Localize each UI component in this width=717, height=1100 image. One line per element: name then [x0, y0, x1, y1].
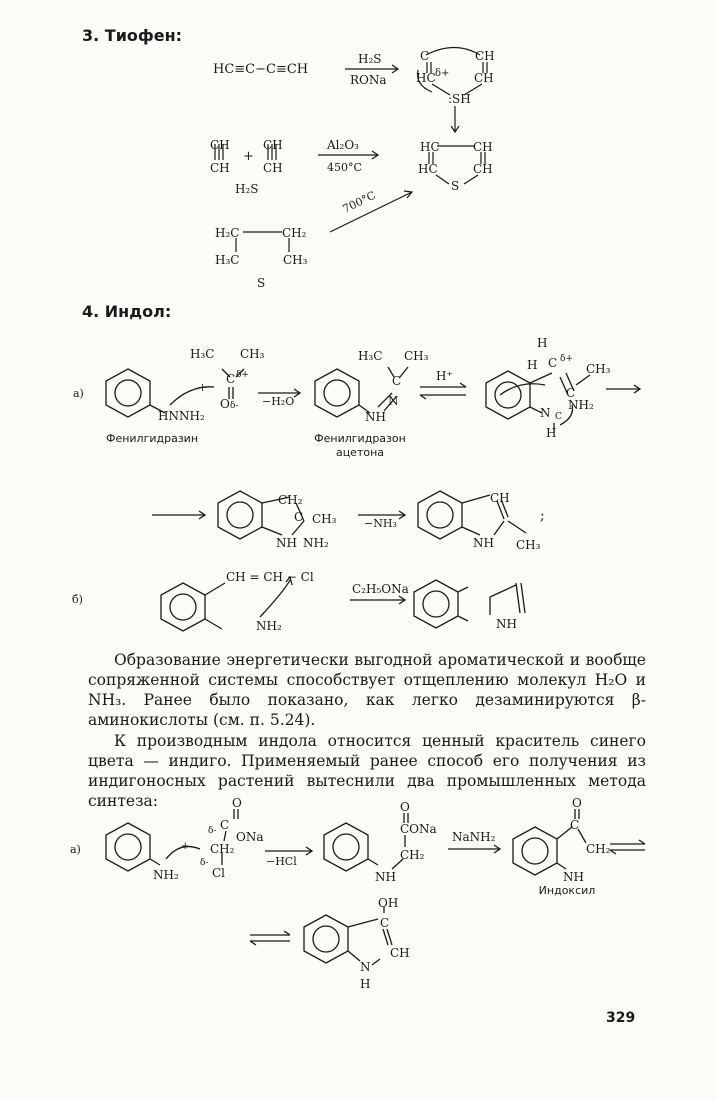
svg-text:CH₃: CH₃	[240, 347, 265, 361]
svg-text:HC: HC	[416, 71, 436, 85]
indigo-reagent: NaNH₂	[452, 830, 496, 844]
svg-text:C: C	[570, 818, 580, 832]
svg-text:Cl: Cl	[212, 866, 226, 880]
svg-text:C: C	[392, 374, 402, 388]
svg-text:NH₂: NH₂	[303, 536, 329, 550]
svg-text:NH: NH	[473, 536, 494, 550]
svg-text:450°C: 450°C	[327, 161, 362, 174]
section-heading-thiophene: 3. Тиофен:	[82, 26, 183, 45]
svg-text:CH: CH	[473, 140, 493, 154]
svg-text:CH: CH	[490, 491, 510, 505]
svg-text:δ-: δ-	[208, 826, 217, 836]
svg-text:+: +	[198, 381, 208, 394]
svg-text:+: +	[243, 149, 254, 164]
svg-text:NH₂: NH₂	[153, 868, 179, 882]
svg-text:δ-: δ-	[200, 858, 209, 868]
caption-indoxyl: Индоксил	[538, 884, 596, 897]
svg-text:HC≡C−C≡CH: HC≡C−C≡CH	[213, 62, 309, 77]
svg-text:O: O	[400, 800, 410, 814]
svg-text:CH: CH	[263, 161, 283, 175]
svg-text:RONa: RONa	[350, 73, 387, 87]
svg-text:H₂S: H₂S	[235, 182, 259, 196]
svg-text:H₃C: H₃C	[190, 347, 215, 361]
svg-text:O: O	[232, 796, 242, 810]
svg-text:NH: NH	[365, 410, 386, 424]
svg-text:CH₃: CH₃	[516, 538, 541, 552]
svg-text:ONa: ONa	[236, 830, 264, 844]
svg-text:O: O	[220, 397, 230, 411]
svg-text:CH₃: CH₃	[586, 362, 611, 376]
svg-text:H₃C: H₃C	[215, 253, 240, 267]
svg-text:C: C	[420, 49, 430, 63]
svg-text:C: C	[226, 372, 236, 386]
svg-text:CH₃: CH₃	[283, 253, 308, 267]
svg-text:C: C	[294, 510, 304, 524]
svg-text:N: N	[388, 394, 399, 408]
svg-text:700°C: 700°C	[340, 188, 378, 216]
svg-text:H₂C: H₂C	[215, 226, 240, 240]
svg-text:NH₂: NH₂	[256, 619, 282, 633]
svg-text:H: H	[537, 336, 548, 350]
svg-text:NH₂: NH₂	[568, 398, 594, 412]
svg-text:δ+: δ+	[435, 68, 450, 79]
indigo-scheme-label: а)	[70, 843, 81, 856]
svg-text:δ-: δ-	[230, 401, 239, 411]
svg-text:H: H	[546, 426, 557, 440]
caption-phenylhydrazine: Фенилгидразин	[105, 432, 199, 445]
svg-text:CH: CH	[210, 138, 230, 152]
svg-text:δ+: δ+	[236, 370, 249, 380]
svg-text:NH: NH	[496, 617, 517, 631]
svg-text:NH: NH	[375, 870, 396, 884]
svg-text:OH: OH	[378, 896, 399, 910]
svg-text:CH₂: CH₂	[278, 493, 303, 507]
indole-scheme	[0, 325, 717, 645]
svg-text:C: C	[555, 412, 562, 422]
svg-text:H: H	[527, 358, 538, 372]
paragraph-1-text: Образование энергетически выгодной ароматической и вообще сопряженной системы способствует отщеплению молекул H₂O и NH₃. Ранее было показано, как легко дезаминируются β-аминокислоты (см. п. 5.24).	[88, 651, 646, 729]
svg-text:CH₃: CH₃	[312, 512, 337, 526]
minus-hcl-label: −HCl	[266, 855, 297, 868]
svg-text:CH = CH − Cl: CH = CH − Cl	[226, 570, 314, 584]
svg-text:Al₂O₃: Al₂O₃	[327, 138, 359, 152]
svg-text:H₃C: H₃C	[358, 349, 383, 363]
page-number: 329	[606, 1010, 636, 1026]
svg-text:CH₂: CH₂	[400, 848, 425, 862]
svg-text:O: O	[572, 796, 582, 810]
svg-text:CH: CH	[475, 49, 495, 63]
paragraph-1	[88, 650, 646, 730]
h-plus-label: H⁺	[436, 369, 453, 383]
svg-text:N: N	[360, 960, 371, 974]
semicolon: ;	[540, 508, 545, 524]
svg-text:C: C	[548, 356, 558, 370]
svg-text:HNNH₂: HNNH₂	[158, 409, 205, 423]
svg-text:CH₂: CH₂	[586, 842, 611, 856]
caption-hydrazone-1: Фенилгидразон	[314, 432, 406, 445]
section-heading-indole: 4. Индол:	[82, 302, 172, 321]
svg-text:CH: CH	[474, 71, 494, 85]
svg-text:N: N	[540, 406, 551, 420]
svg-text:S: S	[451, 179, 460, 193]
svg-text:CH: CH	[390, 946, 410, 960]
svg-text:NH: NH	[276, 536, 297, 550]
scheme-b-label: б)	[72, 593, 83, 606]
svg-text:C: C	[380, 916, 390, 930]
svg-text:CH₂: CH₂	[210, 842, 235, 856]
svg-text:+: +	[181, 841, 190, 852]
paragraph-2-text: К производным индола относится ценный краситель синего цвета — индиго. Применяемый ранее способ его получения из индигоносных растений вытеснили два промышленных метода синтеза:	[88, 732, 646, 810]
scheme-a-label: а)	[73, 387, 84, 400]
svg-text:H: H	[360, 977, 371, 991]
svg-text:CONa: CONa	[400, 822, 437, 836]
svg-text:C: C	[566, 386, 576, 400]
svg-text:CH₃: CH₃	[404, 349, 429, 363]
svg-text:CH: CH	[473, 162, 493, 176]
svg-text:HC: HC	[418, 162, 438, 176]
indigo-scheme	[0, 795, 717, 1005]
caption-hydrazone-2: ацетона	[335, 446, 385, 459]
svg-text:H₂S: H₂S	[358, 52, 382, 66]
minus-nh3-label: −NH₃	[364, 517, 397, 530]
svg-text:NH: NH	[563, 870, 584, 884]
svg-text:HC: HC	[420, 140, 440, 154]
thiophene-scheme	[0, 0, 717, 300]
svg-text:CH₂: CH₂	[282, 226, 307, 240]
svg-text:CH: CH	[263, 138, 283, 152]
svg-text:δ+: δ+	[560, 354, 573, 364]
minus-water-label: −H₂O	[262, 395, 295, 408]
scheme-b-reagent: C₂H₅ONa	[352, 582, 409, 596]
svg-text:CH: CH	[210, 161, 230, 175]
svg-text::SH: :SH	[448, 92, 471, 106]
svg-text:C: C	[220, 818, 230, 832]
svg-text:S: S	[257, 276, 266, 290]
